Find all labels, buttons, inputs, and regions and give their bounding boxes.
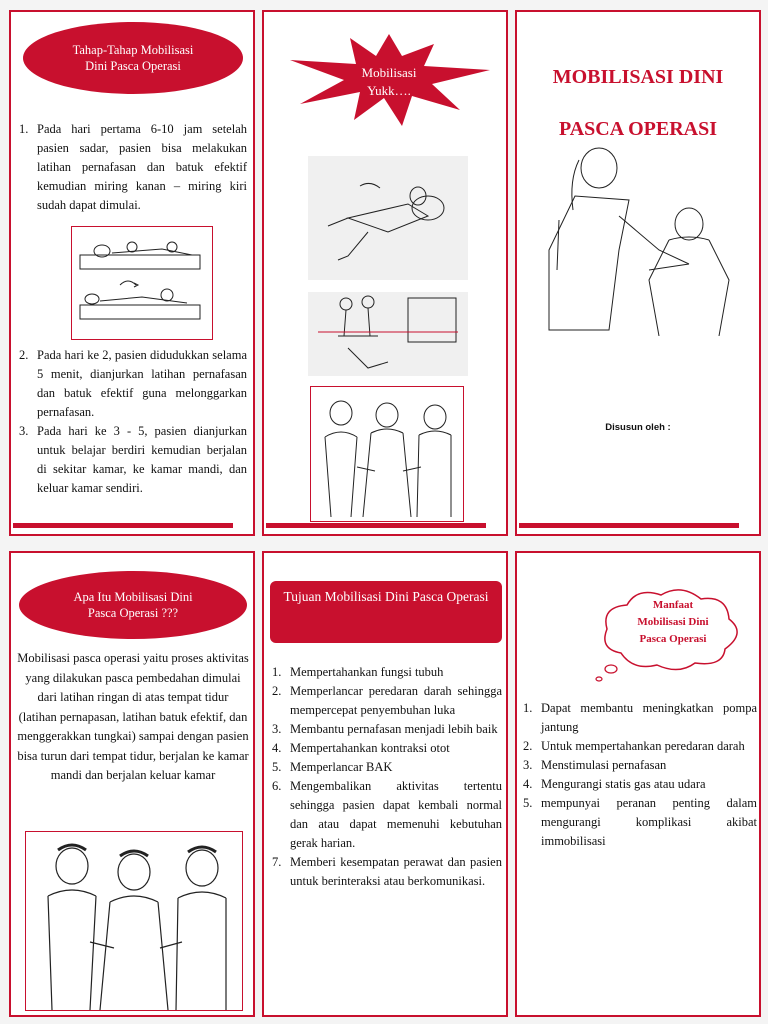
header-oval-tahap	[23, 22, 243, 94]
illustration-walking-assist-large	[25, 831, 243, 1011]
tujuan-list	[272, 663, 502, 891]
list-item: 3. Menstimulasi pernafasan	[523, 758, 667, 772]
cloud-text: Manfaat Mobilisasi Dini Pasca Operasi	[637, 599, 709, 645]
bottom-divider	[519, 523, 739, 528]
list-item: 6. Mengembalikan aktivitas tertentu sehingga pasien dapat kembali normal dan atau dapat memenuhi kebutuhan gerak harian.	[272, 779, 502, 850]
illustration-walking-assist	[310, 386, 464, 522]
definition-paragraph: Mobilisasi pasca operasi yaitu proses aktivitas yang dilakukan pasca pembedahan dimulai dari latihan ringan di atas tempat tidur (latihan pernapasan, latihan batuk efektif, dan menggerakkan tungkai) sampai dengan pasien bisa turun dari tempat tidur, berjalan ke kamar mandi dan berjalan keluar kamar	[17, 651, 249, 782]
list-item: 4. Mengurangi statis gas atau udara	[523, 777, 706, 791]
burst-text: Mobilisasi Yukk….	[361, 65, 417, 98]
panel-tahap-mobilisasi	[9, 10, 255, 536]
step-item: 1. Pada hari pertama 6-10 jam setelah pasien sadar, pasien bisa melakukan latihan pernafasan dan batuk efektif kemudian miring kanan – miring kiri sudah dapat dimulai.	[19, 122, 247, 212]
bottom-divider	[13, 523, 233, 528]
panel-manfaat	[515, 551, 761, 1017]
illustration-lying-patient	[308, 156, 468, 280]
list-item: 2. Untuk mempertahankan peredaran darah	[523, 739, 745, 753]
illustration-bed-exercise	[71, 226, 213, 340]
panel-illustrations	[262, 10, 508, 536]
author-label: Disusun oleh :	[605, 422, 671, 433]
list-item: 5. Memperlancar BAK	[272, 760, 393, 774]
panel-apa-itu	[9, 551, 255, 1017]
header-line2: Dini Pasca Operasi	[85, 59, 181, 73]
header-line1: Tahap-Tahap Mobilisasi	[72, 43, 194, 57]
steps-list-part1	[19, 120, 247, 215]
list-item: 1. Dapat membantu meningkatkan pompa jantung	[523, 701, 757, 734]
illustration-nurse-patient	[539, 140, 749, 336]
manfaat-list	[523, 699, 757, 851]
list-item: 3. Membantu pernafasan menjadi lebih baik	[272, 722, 498, 736]
illustration-sitting-patient	[308, 292, 468, 376]
step-item: 2. Pada hari ke 2, pasien didudukkan selama 5 menit, dianjurkan latihan pernafasan dan batuk efektif guna melonggarkan pernafasan.	[19, 348, 247, 419]
panel-tujuan	[262, 551, 508, 1017]
header-tujuan: Tujuan Mobilisasi Dini Pasca Operasi	[270, 581, 502, 643]
list-item: 1. Mempertahankan fungsi tubuh	[272, 665, 444, 679]
step-item: 3. Pada hari ke 3 - 5, pasien dianjurkan untuk belajar berdiri kemudian berjalan di sekitar kamar, ke kamar mandi, dan keluar kamar sendiri.	[19, 424, 247, 495]
cover-title-line2: PASCA OPERASI	[559, 118, 717, 140]
steps-list-part2	[19, 346, 247, 498]
list-item: 2. Memperlancar peredaran darah sehingga mempercepat penyembuhan luka	[272, 684, 502, 717]
header-oval-apa-itu: Apa Itu Mobilisasi Dini Pasca Operasi ???	[19, 571, 247, 639]
list-item: 4. Mempertahankan kontraksi otot	[272, 741, 450, 755]
cover-title-line1: MOBILISASI DINI	[552, 66, 724, 88]
panel-cover	[515, 10, 761, 536]
list-item: 7. Memberi kesempatan perawat dan pasien untuk berinteraksi atau berkomunikasi.	[272, 855, 502, 888]
bottom-divider	[266, 523, 486, 528]
list-item: 5. mempunyai peranan penting dalam mengurangi komplikasi akibat immobilisasi	[523, 796, 757, 848]
